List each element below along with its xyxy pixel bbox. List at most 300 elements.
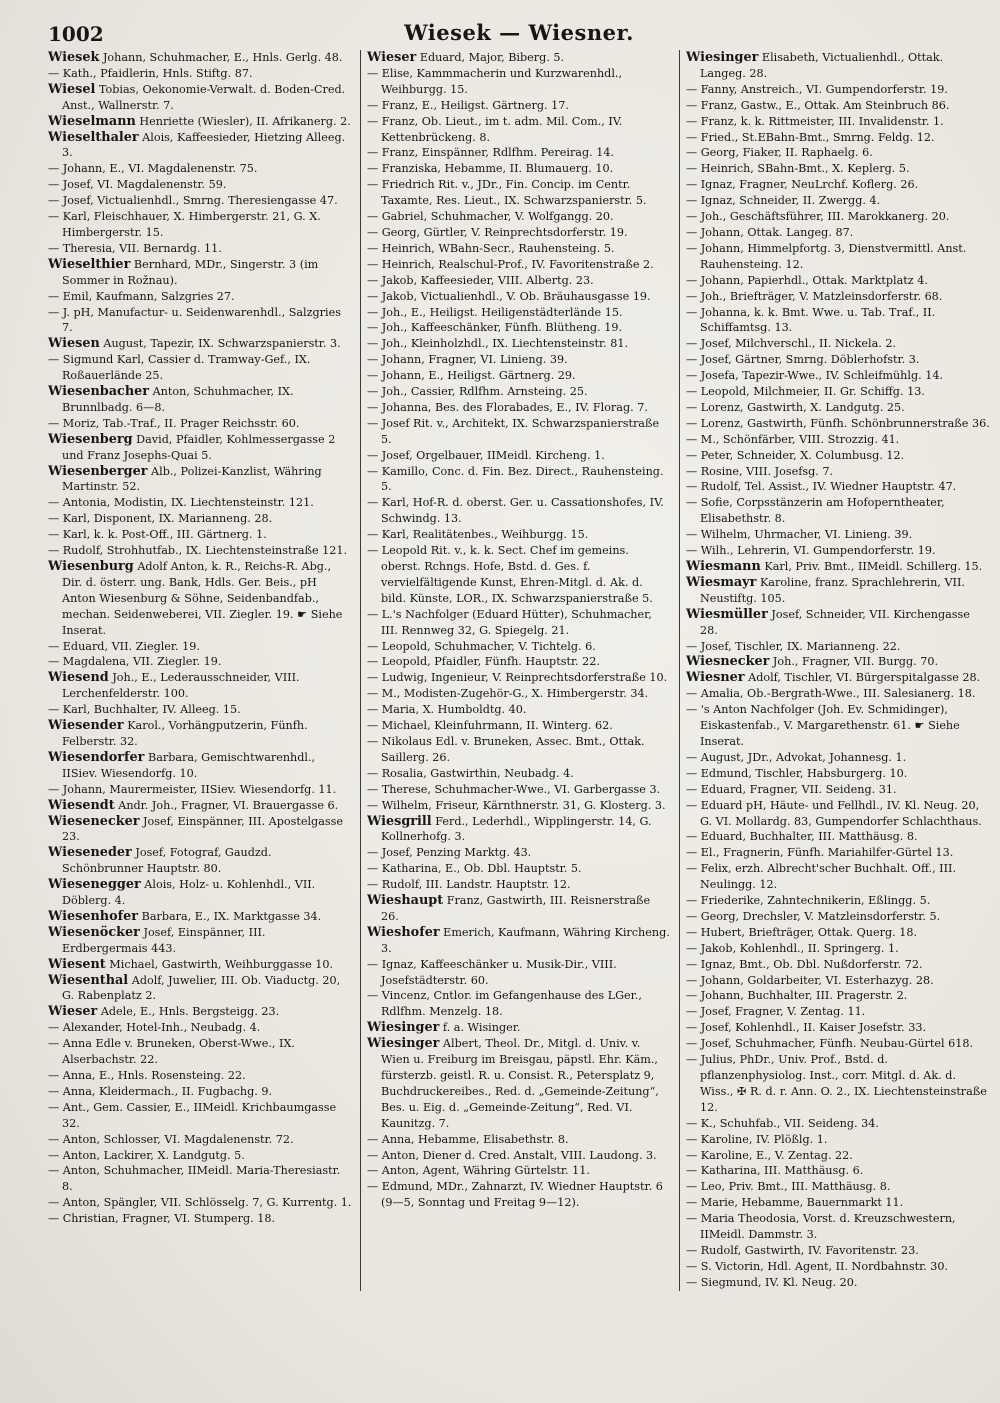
entry-text: Josef, Einspänner, III. Apostelgasse 23.	[62, 814, 343, 844]
entry-text: — Joh., Cassier, Rdlfhm. Arnsteing. 25.	[367, 385, 588, 399]
entry-text: Joh., Fragner, VII. Burgg. 70.	[772, 655, 939, 669]
directory-entry	[48, 464, 352, 496]
entry-text: — Johann, Buchhalter, III. Pragerstr. 2.	[686, 989, 908, 1003]
entry-text: Elisabeth, Victualienhdl., Ottak. Langeg. 28.	[700, 51, 944, 80]
entry-text: — Karl, Disponent, IX. Marianneng. 28.	[48, 512, 273, 526]
entry-text: — Johann, Maurermeister, IISiev. Wiesendorfg. 11.	[48, 782, 337, 796]
entry-text: — J. pH, Manufactur- u. Seidenwarenhdl., Salzgries 7.	[48, 305, 341, 335]
entry-text: — Marie, Hebamme, Bauernmarkt 11.	[686, 1196, 904, 1210]
directory-entry	[367, 114, 671, 146]
directory-entry	[367, 686, 671, 702]
directory-entry	[48, 241, 352, 257]
directory-entry	[686, 82, 990, 98]
entry-text: — Heinrich, Realschul-Prof., IV. Favoritenstraße 2.	[367, 257, 654, 271]
directory-entry	[48, 1100, 352, 1132]
entry-text: — Peter, Schneider, X. Columbusg. 12.	[686, 448, 905, 462]
directory-entry	[48, 289, 352, 305]
entry-text: — Heinrich, WBahn-Secr., Rauhensteing. 5.	[367, 241, 615, 255]
entry-text: — M., Schönfärber, VIII. Strozzig. 41.	[686, 432, 900, 446]
directory-entry	[48, 1084, 352, 1100]
entry-text: — S. Victorin, Hdl. Agent, II. Nordbahnstr. 30.	[686, 1259, 949, 1273]
entry-text: Andr. Joh., Fragner, VI. Brauergasse 6.	[118, 798, 339, 812]
directory-entry	[686, 845, 990, 861]
directory-entry	[367, 161, 671, 177]
directory-entry	[48, 925, 352, 957]
entry-text: — Ignaz, Kaffeeschänker u. Musik-Dir., VIII. Josefstädterstr. 60.	[367, 957, 617, 987]
directory-entry	[686, 925, 990, 941]
directory-entry	[367, 1132, 671, 1148]
directory-entry	[367, 273, 671, 289]
directory-entry	[686, 988, 990, 1004]
entry-text: — Michael, Kleinfuhrmann, II. Winterg. 62.	[367, 719, 613, 733]
running-head: Wiesek — Wiesner.	[404, 20, 634, 45]
entry-text: — Joh., Briefträger, V. Matzleinsdorferstr. 68.	[686, 289, 943, 303]
directory-entry	[48, 877, 352, 909]
directory-entry	[367, 464, 671, 496]
directory-entry	[367, 877, 671, 893]
directory-entry	[686, 145, 990, 161]
entry-text: — Leopold, Milchmeier, II. Gr. Schiffg. 13.	[686, 385, 925, 399]
entry-text: — Wilhelm, Friseur, Kärnthnerstr. 31, G. Klosterg. 3.	[367, 798, 666, 812]
directory-entry	[686, 130, 990, 146]
directory-entry	[686, 639, 990, 655]
entry-surname: Wiesinger	[367, 1020, 440, 1036]
directory-entry	[48, 543, 352, 559]
entry-surname: Wieselmann	[48, 113, 136, 129]
entry-surname: Wieselthier	[48, 256, 131, 272]
entry-text: Joh., E., Lederausschneider, VIII. Lerchenfelderstr. 100.	[62, 671, 300, 701]
entry-text: — Anna Edle v. Bruneken, Oberst-Wwe., IX. Alserbachstr. 22.	[48, 1037, 295, 1067]
directory-entry	[686, 209, 990, 225]
entry-surname: Wiesinger	[686, 50, 759, 65]
entry-text: Eduard, Major, Biberg. 5.	[419, 51, 565, 64]
directory-entry	[367, 1036, 671, 1131]
directory-entry	[367, 718, 671, 734]
entry-text: Josef, Schneider, VII. Kirchengasse 28.	[700, 607, 970, 637]
directory-entry	[367, 1020, 671, 1036]
directory-entry	[686, 352, 990, 368]
entry-text: — Joh., Kleinholzhdl., IX. Liechtensteinstr. 81.	[367, 337, 629, 351]
entry-text: — Joh., E., Heiligst. Heiligenstädterlände 15.	[367, 305, 623, 319]
entry-text: — Rosalia, Gastwirthin, Neubadg. 4.	[367, 766, 574, 780]
directory-entry	[686, 305, 990, 337]
directory-entry	[367, 1179, 671, 1211]
entry-text: — Josef, Victualienhdl., Smrng. Theresiengasse 47.	[48, 194, 338, 208]
directory-entry	[367, 607, 671, 639]
entry-text: — Josef, Schuhmacher, Fünfh. Neubau-Gürtel 618.	[686, 1037, 974, 1051]
directory-entry	[48, 750, 352, 782]
directory-entry	[686, 782, 990, 798]
entry-text: — Karl, Buchhalter, IV. Alleeg. 15.	[48, 703, 241, 717]
page-header	[48, 14, 990, 44]
entry-text: — Jakob, Kohlenhdl., II. Springerg. 1.	[686, 941, 899, 955]
entry-surname: Wieselthaler	[48, 129, 139, 145]
entry-surname: Wieser	[48, 1004, 98, 1020]
entry-surname: Wiesen	[48, 336, 100, 352]
entry-text: Tobias, Oekonomie-Verwalt. d. Boden-Cred. Anst., Wallnerstr. 7.	[62, 82, 346, 112]
page-number: 1002	[48, 22, 104, 46]
entry-text: — Josef Rit. v., Architekt, IX. Schwarzspanierstraße 5.	[367, 416, 660, 446]
directory-entry	[367, 448, 671, 464]
directory-entry	[686, 98, 990, 114]
entry-text: — Maria, X. Humboldtg. 40.	[367, 703, 527, 717]
entry-text: — Josef, Fragner, V. Zentag. 11.	[686, 1005, 866, 1019]
entry-surname: Wieser	[367, 50, 417, 65]
entry-text: Emerich, Kaufmann, Währing Kircheng. 3.	[381, 925, 670, 955]
directory-entry	[686, 1132, 990, 1148]
directory-entry	[686, 559, 990, 575]
directory-entry	[686, 1211, 990, 1243]
directory-entry	[686, 575, 990, 607]
entry-text: — Jakob, Victualienhdl., V. Ob. Bräuhausgasse 19.	[367, 289, 651, 303]
entry-text: — Josef, VI. Magdalenenstr. 59.	[48, 178, 227, 192]
entry-text: — Ignaz, Fragner, NeuLrchf. Koflerg. 26.	[686, 178, 919, 192]
entry-text: — Franz, Einspänner, Rdlfhm. Pereirag. 14.	[367, 146, 615, 160]
entry-text: — Karl, k. k. Post-Off., III. Gärtnerg. 1.	[48, 528, 267, 542]
entry-text: — Franz, Ob. Lieut., im t. adm. Mil. Com., IV. Kettenbrückeng. 8.	[367, 114, 623, 144]
entry-surname: Wiesenbacher	[48, 384, 150, 400]
entry-surname: Wiesendorfer	[48, 749, 145, 765]
directory-entry	[367, 845, 671, 861]
entry-text: — Karl, Fleischhauer, X. Himbergerstr. 21, G. X. Himbergerstr. 15.	[48, 210, 321, 239]
entry-text: — K., Schuhfab., VII. Seideng. 34.	[686, 1116, 879, 1130]
entry-text: — El., Fragnerin, Fünfh. Mariahilfer-Gürtel 13.	[686, 846, 954, 860]
entry-surname: Wiesenburg	[48, 559, 134, 574]
directory-entry	[367, 527, 671, 543]
entry-text: Johann, Schuhmacher, E., Hnls. Gerlg. 48.	[102, 51, 343, 64]
entry-text: — Emil, Kaufmann, Salzgries 27.	[48, 289, 235, 303]
directory-entry	[367, 50, 671, 66]
directory-entry	[48, 845, 352, 877]
directory-entry	[48, 384, 352, 416]
directory-entry	[686, 400, 990, 416]
entry-text: — Elise, Kammmacherin und Kurzwarenhdl., Weihburgg. 15.	[367, 66, 623, 96]
directory-entry	[367, 639, 671, 655]
entry-text: — Eduard pH, Häute- und Fellhdl., IV. Kl. Neug. 20, G. VI. Mollardg. 83, Gumpendorfer Schlachthaus.	[686, 798, 982, 828]
entry-text: — August, JDr., Advokat, Johannesg. 1.	[686, 750, 907, 764]
directory-entry	[367, 384, 671, 400]
entry-text: — Anton, Spängler, VII. Schlösselg. 7, G. Kurrentg. 1.	[48, 1196, 352, 1210]
entry-text: — Edmund, Tischler, Habsburgerg. 10.	[686, 766, 908, 780]
directory-entry	[686, 273, 990, 289]
entry-text: — Georg, Fiaker, II. Raphaelg. 6.	[686, 146, 873, 160]
entry-text: — Josef, Milchverschl., II. Nickela. 2.	[686, 337, 897, 351]
directory-entry	[367, 957, 671, 989]
directory-entry	[686, 432, 990, 448]
entry-text: — Rudolf, Tel. Assist., IV. Wiedner Hauptstr. 47.	[686, 480, 957, 494]
entry-text: — Antonia, Modistin, IX. Liechtensteinstr. 121.	[48, 496, 314, 510]
entry-text: — Anna, Kleidermach., II. Fugbachg. 9.	[48, 1084, 273, 1098]
entry-text: — Therese, Schuhmacher-Wwe., VI. Garbergasse 3.	[367, 782, 661, 796]
directory-entry	[367, 368, 671, 384]
directory-entry	[686, 1116, 990, 1132]
directory-entry	[48, 1163, 352, 1195]
entry-surname: Wieseneder	[48, 845, 132, 861]
entry-text: Alois, Kaffeesieder, Hietzing Alleeg. 3.	[62, 130, 346, 160]
directory-entry	[686, 750, 990, 766]
entry-surname: Wiesend	[48, 670, 109, 686]
directory-entry	[686, 241, 990, 273]
entry-text: — Josefa, Tapezir-Wwe., IV. Schleifmühlg. 14.	[686, 369, 944, 383]
directory-entry	[48, 1195, 352, 1211]
directory-entry	[686, 368, 990, 384]
directory-entry	[48, 177, 352, 193]
entry-text: — Anna, E., Hnls. Rosensteing. 22.	[48, 1069, 246, 1082]
directory-entry	[48, 1036, 352, 1068]
entry-text: — Karoline, E., V. Zentag. 22.	[686, 1148, 853, 1162]
entry-text: — Georg, Gürtler, V. Reinprechtsdorferstr. 19.	[367, 225, 628, 239]
entry-text: — Franz, Gastw., E., Ottak. Am Steinbruch 86.	[686, 98, 950, 112]
entry-text: — Fanny, Anstreich., VI. Gumpendorferstr. 19.	[686, 82, 948, 96]
directory-entry	[367, 66, 671, 98]
entry-text: Karoline, franz. Sprachlehrerin, VII. Neustiftg. 105.	[700, 575, 965, 605]
entry-surname: Wiesmayr	[686, 574, 757, 590]
directory-entry	[686, 893, 990, 909]
entry-text: — Theresia, VII. Bernardg. 11.	[48, 241, 222, 255]
entry-text: — Leopold Rit. v., k. k. Sect. Chef im gemeins. oberst. Rchngs. Hofe, Bstd. d. Ges. f. vervielfältigende Kunst, Ehren-Mitgl. d. Ak. d. bild. Künste, LOR., IX. Schwarzspanierstraße 5.	[367, 544, 653, 605]
entry-surname: Wiesner	[686, 670, 745, 686]
directory-entry	[686, 527, 990, 543]
directory-entry	[686, 50, 990, 82]
entry-text: — Anna, Hebamme, Elisabethstr. 8.	[367, 1132, 569, 1146]
directory-entry	[48, 814, 352, 846]
directory-entry	[686, 1020, 990, 1036]
entry-text: — Anton, Schuhmacher, IIMeidl. Maria-Theresiastr. 8.	[48, 1164, 341, 1194]
directory-entry	[367, 766, 671, 782]
entry-text: Bernhard, MDr., Singerstr. 3 (im Sommer in Rožnau).	[62, 257, 319, 287]
entry-text: — Moriz, Tab.-Traf., II. Prager Reichsstr. 60.	[48, 416, 300, 430]
entry-text: — Sofie, Corpsstänzerin am Hofoperntheater, Elisabethstr. 8.	[686, 496, 945, 526]
entry-text: — Georg, Drechsler, V. Matzleinsdorferstr. 5.	[686, 909, 941, 923]
directory-entry	[686, 1195, 990, 1211]
entry-text: — Rosine, VIII. Josefsg. 7.	[686, 464, 834, 478]
directory-entry	[367, 861, 671, 877]
entry-text: — Friedrich Rit. v., JDr., Fin. Concip. im Centr. Taxamte, Res. Lieut., IX. Schwarzspanierstr. 5.	[367, 178, 647, 208]
entry-text: — Christian, Fragner, VI. Stumperg. 18.	[48, 1212, 276, 1226]
entry-text: — Johanna, Bes. des Florabades, E., IV. Florag. 7.	[367, 400, 648, 414]
entry-text: Barbara, Gemischtwarenhdl., IISiev. Wiesendorfg. 10.	[62, 750, 316, 780]
directory-entry	[48, 416, 352, 432]
entry-text: — Rudolf, III. Landstr. Hauptstr. 12.	[367, 878, 571, 892]
directory-entry	[367, 988, 671, 1020]
entry-text: August, Tapezir, IX. Schwarzspanierstr. 3.	[103, 337, 341, 351]
directory-entry	[686, 766, 990, 782]
entry-text: — Hubert, Briefträger, Ottak. Querg. 18.	[686, 925, 918, 939]
entry-text: — Josef, Kohlenhdl., II. Kaiser Josefstr. 33.	[686, 1021, 926, 1035]
entry-text: — Franz, E., Heiligst. Gärtnerg. 17.	[367, 98, 569, 112]
directory-entry	[367, 225, 671, 241]
directory-entry	[367, 734, 671, 766]
directory-entry	[48, 1148, 352, 1164]
entry-text: — Franz, k. k. Rittmeister, III. Invalidenstr. 1.	[686, 114, 944, 128]
entry-text: — Johann, Goldarbeiter, VI. Esterhazyg. 28.	[686, 973, 934, 987]
directory-entry	[48, 654, 352, 670]
directory-entry	[48, 718, 352, 750]
entry-text: — Fried., St.EBahn-Bmt., Smrng. Feldg. 12.	[686, 130, 935, 144]
entry-text: — Siegmund, IV. Kl. Neug. 20.	[686, 1275, 858, 1289]
entry-text: — Ignaz, Schneider, II. Zwergg. 4.	[686, 194, 881, 208]
entry-text: — Karl, Hof-R. d. oberst. Ger. u. Cassationshofes, IV. Schwindg. 13.	[367, 496, 664, 526]
entry-text: Ferd., Lederhdl., Wipplingerstr. 14, G. Kollnerhofg. 3.	[381, 814, 652, 844]
directory-entry	[686, 448, 990, 464]
directory-entry	[686, 798, 990, 830]
directory-entry	[48, 1132, 352, 1148]
directory-entry	[686, 1052, 990, 1116]
directory-entry	[48, 1211, 352, 1227]
directory-entry	[686, 973, 990, 989]
directory-entry	[367, 1148, 671, 1164]
column-1	[48, 50, 352, 1291]
entry-surname: Wiesendt	[48, 797, 115, 813]
entry-text: Michael, Gastwirth, Weihburggasse 10.	[109, 957, 334, 971]
entry-text: — L.'s Nachfolger (Eduard Hütter), Schuhmacher, III. Rennweg 32, G. Spiegelg. 21.	[367, 607, 652, 637]
directory-entry	[367, 98, 671, 114]
entry-surname: Wiesenberg	[48, 431, 133, 447]
entry-text: — Lorenz, Gastwirth, Fünfh. Schönbrunnerstraße 36.	[686, 416, 990, 430]
directory-entry	[367, 416, 671, 448]
directory-entry	[686, 225, 990, 241]
directory-entry	[367, 670, 671, 686]
directory-entry	[367, 145, 671, 161]
entry-text: — Anton, Agent, Währing Gürtelstr. 11.	[367, 1164, 590, 1178]
entry-text: — M., Modisten-Zugehör-G., X. Himbergerstr. 34.	[367, 687, 649, 701]
directory-entry	[367, 209, 671, 225]
directory-entry	[367, 798, 671, 814]
directory-entry	[686, 861, 990, 893]
directory-entry	[48, 1068, 352, 1084]
entry-text: — Karl, Realitätenbes., Weihburgg. 15.	[367, 528, 589, 542]
entry-surname: Wiesenthal	[48, 972, 129, 988]
directory-entry	[686, 1163, 990, 1179]
directory-entry	[48, 257, 352, 289]
entry-text: — Anton, Schlosser, VI. Magdalenenstr. 72.	[48, 1132, 294, 1146]
directory-entry	[48, 495, 352, 511]
entry-surname: Wiesinger	[367, 1036, 440, 1052]
entry-text: — Joh., Kaffeeschänker, Fünfh. Blütheng. 19.	[367, 321, 623, 335]
directory-entry	[48, 782, 352, 798]
directory-entry	[367, 305, 671, 321]
entry-surname: Wiesenöcker	[48, 924, 140, 940]
directory-entry	[686, 1275, 990, 1291]
directory-entry	[48, 50, 352, 66]
directory-entry	[367, 289, 671, 305]
entry-surname: Wieshofer	[367, 924, 440, 940]
entry-text: Karl, Priv. Bmt., IIMeidl. Schillerg. 15.	[764, 560, 983, 573]
entry-surname: Wiesender	[48, 718, 124, 734]
entry-text: — Jakob, Kaffeesieder, VIII. Albertg. 23.	[367, 273, 594, 287]
entry-text: — Vincenz, Cntlor. im Gefangenhause des LGer., Rdlfhm. Menzelg. 18.	[367, 989, 642, 1019]
directory-entry	[48, 352, 352, 384]
entry-text: — Leopold, Schuhmacher, V. Tichtelg. 6.	[367, 639, 596, 653]
entry-text: — Leo, Priv. Bmt., III. Matthäusg. 8.	[686, 1180, 891, 1194]
directory-entry	[686, 957, 990, 973]
directory-entry	[48, 702, 352, 718]
directory-entry	[686, 495, 990, 527]
directory-entry	[686, 384, 990, 400]
directory-entry	[686, 177, 990, 193]
entry-text: — Anton, Diener d. Cred. Anstalt, VIII. Laudong. 3.	[367, 1148, 657, 1162]
entry-text: Alb., Polizei-Kanzlist, Währing Martinstr. 52.	[62, 464, 322, 494]
entry-surname: Wiesenberger	[48, 463, 148, 479]
entry-text: — Wilh., Lehrerin, VI. Gumpendorferstr. 19.	[686, 544, 936, 558]
directory-entry	[48, 82, 352, 114]
entry-text: — Johann, Papierhdl., Ottak. Marktplatz 4.	[686, 273, 928, 287]
entry-surname: Wiesenecker	[48, 813, 140, 829]
entry-text: — Johanna, k. k. Bmt. Wwe. u. Tab. Traf., II. Schiffamtsg. 13.	[686, 305, 936, 335]
entry-text: Franz, Gastwirth, III. Reisnerstraße 26.	[381, 894, 651, 923]
entry-text: — Eduard, VII. Ziegler. 19.	[48, 639, 200, 653]
entry-surname: Wiesnecker	[686, 654, 770, 670]
entry-text: Josef, Einspänner, III. Erdbergermais 443.	[62, 925, 266, 955]
directory-entry	[48, 973, 352, 1005]
directory-entry	[686, 543, 990, 559]
entry-text: — Amalia, Ob.-Bergrath-Wwe., III. Salesianerg. 18.	[686, 687, 976, 701]
directory-entry	[48, 670, 352, 702]
entry-text: Josef, Fotograf, Gaudzd. Schönbrunner Hauptstr. 80.	[62, 846, 272, 876]
entry-text: — Ignaz, Bmt., Ob. Dbl. Nußdorferstr. 72.	[686, 957, 923, 971]
entry-text: — Kath., Pfaidlerin, Hnls. Stiftg. 87.	[48, 66, 253, 80]
entry-text: — Johann, Himmelpfortg. 3, Dienstvermittl. Anst. Rauhensteing. 12.	[686, 241, 967, 271]
directory-entry	[367, 336, 671, 352]
directory-entry	[686, 686, 990, 702]
columns	[48, 50, 990, 1291]
entry-surname: Wiesenegger	[48, 877, 141, 893]
directory-entry	[686, 161, 990, 177]
entry-text: Adolf Anton, k. R., Reichs-R. Abg., Dir. d. österr. ung. Bank, Hdls. Ger. Beis., pH Anton Wiesenburg & Söhne, Seidenbandfab., mechan. Seidenweberei, VII. Ziegler. 19. ☛ Siehe Inserat.	[62, 560, 343, 637]
directory-entry	[686, 702, 990, 750]
directory-entry	[48, 957, 352, 973]
directory-entry	[48, 527, 352, 543]
directory-entry	[48, 209, 352, 241]
directory-entry	[686, 289, 990, 305]
directory-entry	[686, 654, 990, 670]
entry-text: — Ant., Gem. Cassier, E., IIMeidl. Krichbaumgasse 32.	[48, 1100, 337, 1130]
entry-text: — Josef, Penzing Marktg. 43.	[367, 846, 532, 860]
entry-text: — Ludwig, Ingenieur, V. Reinprechtsdorferstraße 10.	[367, 671, 668, 685]
entry-surname: Wiesmann	[686, 559, 761, 574]
directory-entry	[48, 114, 352, 130]
directory-entry	[367, 893, 671, 925]
directory-entry	[367, 782, 671, 798]
directory-entry	[367, 702, 671, 718]
entry-text: — Alexander, Hotel-Inh., Neubadg. 4.	[48, 1021, 261, 1035]
entry-text: — Anton, Lackirer, X. Landgutg. 5.	[48, 1148, 245, 1162]
directory-entry	[686, 1243, 990, 1259]
directory-entry	[367, 543, 671, 607]
directory-entry	[367, 814, 671, 846]
entry-text: — Sigmund Karl, Cassier d. Tramway-Gef., IX. Roßauerlände 25.	[48, 353, 311, 383]
directory-entry	[48, 305, 352, 337]
entry-text: — Nikolaus Edl. v. Bruneken, Assec. Bmt., Ottak. Saillerg. 26.	[367, 734, 645, 764]
directory-entry	[686, 607, 990, 639]
entry-text: Adele, E., Hnls. Bergsteigg. 23.	[100, 1005, 280, 1019]
directory-entry	[48, 66, 352, 82]
directory-entry	[48, 130, 352, 162]
entry-text: — Julius, PhDr., Univ. Prof., Bstd. d. pflanzenphysiolog. Inst., corr. Mitgl. d. Ak. d. Wiss., ✠ R. d. r. Ann. O. 2., IX. Liechtensteinstraße 12.	[686, 1053, 987, 1114]
entry-surname: Wiesel	[48, 81, 96, 97]
entry-text: — Edmund, MDr., Zahnarzt, IV. Wiedner Hauptstr. 6 (9—5, Sonntag und Freitag 9—12).	[367, 1180, 663, 1210]
directory-entry	[367, 400, 671, 416]
entry-text: — Felix, erzh. Albrecht'scher Buchhalt. Off., III. Neulingg. 12.	[686, 862, 957, 892]
directory-entry	[367, 352, 671, 368]
entry-text: — Magdalena, VII. Ziegler. 19.	[48, 655, 222, 669]
directory-entry	[686, 1148, 990, 1164]
directory-entry	[48, 511, 352, 527]
entry-text: — Johann, E., Heiligst. Gärtnerg. 29.	[367, 369, 576, 383]
entry-text: — Franziska, Hebamme, II. Blumauerg. 10.	[367, 162, 614, 176]
directory-entry	[686, 1004, 990, 1020]
entry-text: — Josef, Tischler, IX. Marianneng. 22.	[686, 639, 901, 653]
